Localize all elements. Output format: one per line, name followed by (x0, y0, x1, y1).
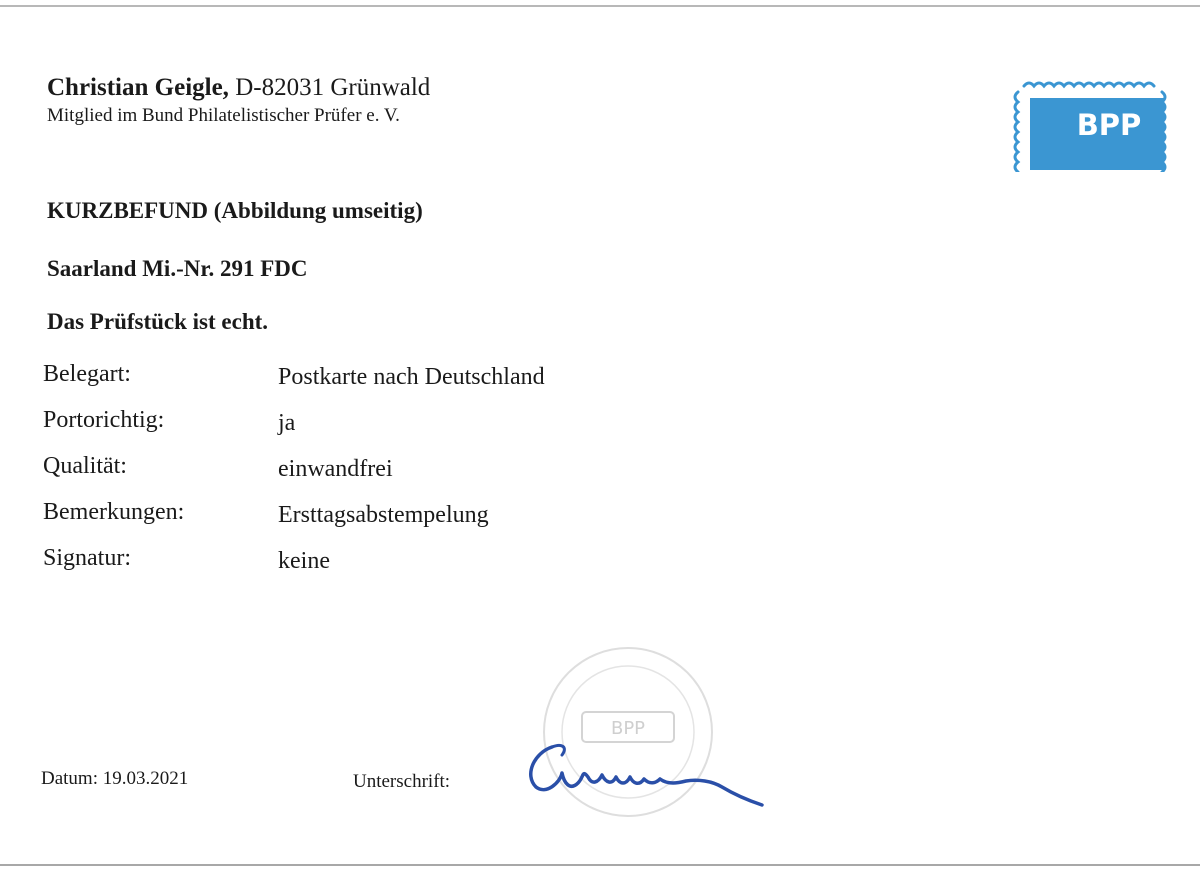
examiner-name-line (47, 74, 430, 102)
date-label: Datum: 19.03.2021 (41, 768, 189, 789)
field-label: Signatur: (43, 545, 131, 571)
item-subject: Saarland Mi.-Nr. 291 FDC (47, 256, 308, 281)
field-value: keine (278, 548, 330, 574)
field-label: Belegart: (43, 361, 131, 387)
field-value: einwandfrei (278, 456, 393, 482)
field-value: Ersttagsabstempelung (278, 502, 489, 528)
signature-label: Unterschrift: (353, 771, 451, 792)
field-value: ja (278, 410, 296, 436)
bpp-logo-text: BPP (1076, 108, 1142, 142)
field-label: Qualität: (43, 453, 127, 479)
bpp-logo-icon (1012, 80, 1168, 172)
verdict: Das Prüfstück ist echt. (47, 309, 269, 334)
examiner-name: Christian Geigle, (47, 74, 229, 101)
examiner-location: D-82031 Grünwald (235, 74, 431, 101)
handwritten-signature-icon (522, 735, 772, 815)
top-rule (0, 5, 1200, 7)
examiner-header (47, 74, 430, 127)
examiner-membership: Mitglied im Bund Philatelistischer Prüfer e. V. (47, 105, 400, 126)
field-value: Postkarte nach Deutschland (278, 364, 545, 390)
seal-text: BPP (610, 718, 646, 739)
bottom-rule (0, 864, 1200, 866)
report-heading: KURZBEFUND (Abbildung umseitig) (47, 198, 423, 223)
field-label: Portorichtig: (43, 407, 165, 433)
field-label: Bemerkungen: (43, 499, 185, 525)
